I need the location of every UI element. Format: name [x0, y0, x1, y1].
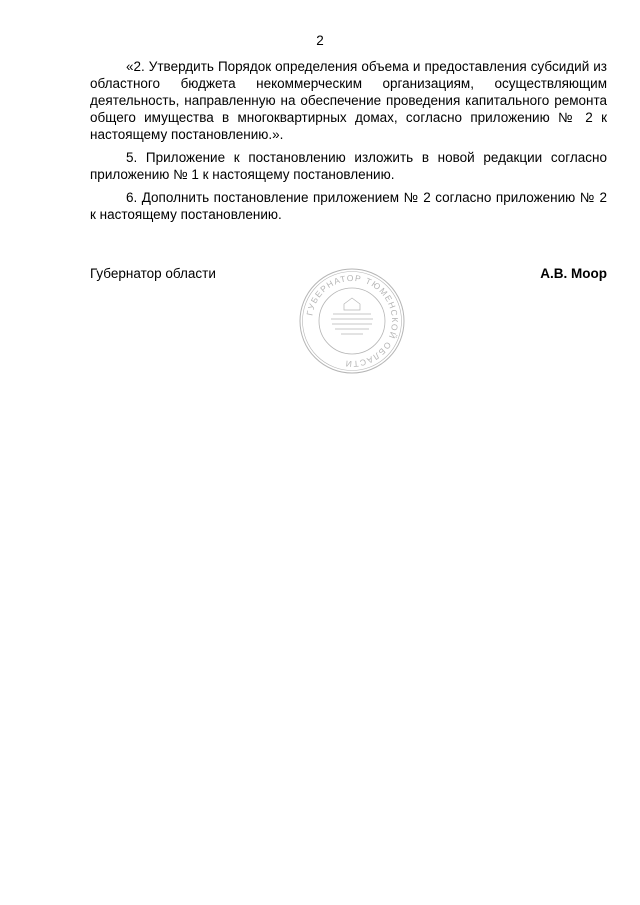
signatory-title: Губернатор области	[90, 266, 216, 281]
svg-text:ГУБЕРНАТОР ТЮМЕНСКОЙ ОБЛАСТИ: ГУБЕРНАТОР ТЮМЕНСКОЙ ОБЛАСТИ	[304, 272, 401, 370]
document-body	[90, 58, 607, 229]
page-number: 2	[316, 33, 324, 48]
paragraph-item-2: «2. Утвердить Порядок определения объема и предоставления субсидий из областного бюджета некоммерческим организациям, осуществляющим деятельность, направленную на обеспечение проведения капитального ремонта общего имущества в многоквартирных домах, согласно приложению № 2 к настоящему постановлению.».	[90, 59, 607, 142]
signatory-name: А.В. Моор	[540, 266, 607, 281]
paragraph-item-6: 6. Дополнить постановление приложением № 2 согласно приложению № 2 к настоящему постановлению.	[90, 190, 607, 222]
official-seal-icon	[297, 266, 407, 376]
paragraph-item-5: 5. Приложение к постановлению изложить в новой редакции согласно приложению № 1 к настоящему постановлению.	[90, 150, 607, 182]
